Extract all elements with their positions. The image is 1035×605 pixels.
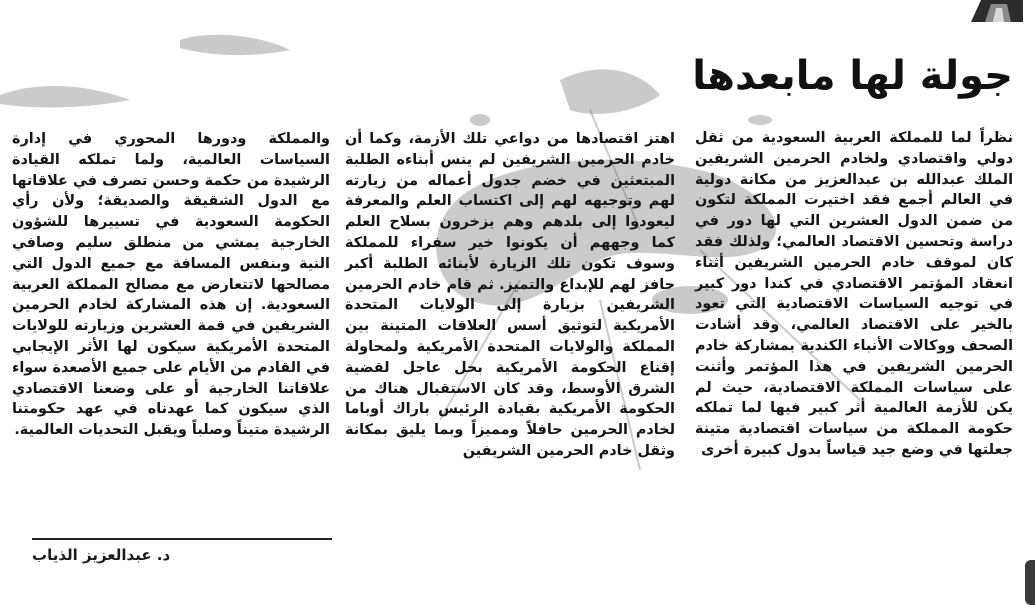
author-name: د. عبدالعزيز الذياب <box>32 546 171 564</box>
article-column-2 <box>345 129 675 462</box>
article-column-3 <box>12 129 330 441</box>
author-byline <box>32 538 332 564</box>
column-2-text: اهتز اقتصادها من دواعي تلك الأزمة، وكما أن خادم الحرمين الشريفين لم ينس أبناءه الطلبة المبتعثين في خضم جدول أعماله من زيارته لهم وتوجيهه لهم إلى اكتساب العلم والمعرفة ليعودوا إلى بلدهم وهم يزخرون بسلاح العلم كما وجههم أن يكونوا خير سفراء للمملكة وسوف تكون تلك الزيارة لأبنائه الطلبة أكبر حافز لهم للإبداع والتميز. ثم قام خادم الحرمين الشريفين بزيارة إلى الولايات المتحدة الأمريكية لتوثيق أسس العلاقات المتينة بين المملكة والولايات المتحدة الأمريكية ولمحاولة إقناع الحكومة الأمريكية بحل عاجل لقضية الشرق الأوسط، وقد كان الاستقبال هناك من الحكومة الأمريكية بقيادة الرئيس باراك أوباما لخادم الحرمين حافلاً ومميزاً وبما يليق بمكانة وثقل خادم الحرمين الشريفين <box>345 131 675 459</box>
article-title: جولة لها مابعدها <box>692 53 1013 99</box>
column-1-text: نظراً لما للمملكة العربية السعودية من ثقل دولي واقتصادي ولخادم الحرمين الشريفين الملك عبدالله بن عبدالعزيز من مكانة دولية في العالم أجمع فقد اختيرت المملكة لتكون من ضمن الدول العشرين التي لها دور في دراسة وتحسين الاقتصاد العالمي؛ ولذلك فقد كان لموقف خادم الحرمين الشريفين أثناء انعقاد المؤتمر الاقتصادي في كندا دور كبير في توجيه السياسات الاقتصادية التي تعود بالخير على الاقتصاد العالمي، وقد أشادت الصحف ووكالات الأنباء الكندية بمشاركة خادم الحرمين الشريفين في هذا المؤتمر وأثنت على سياسات المملكة الاقتصادية، حيث لم يكن للأزمة العالمية أثر كبير فيها لما تملكه حكومة المملكة من سياسات اقتصادية متينة جعلتها في وضع جيد قياساً بدول كبيرة أخرى <box>695 130 1013 458</box>
article-column-1 <box>695 128 1013 461</box>
page-edge-tab <box>1025 560 1035 605</box>
column-3-text: والمملكة ودورها المحوري في إدارة السياسات العالمية، ولما تملكه القيادة الرشيدة من حكمة وحسن تصرف في علاقاتها مع الدول الشقيقة والصديقة؛ ولأن رأي الحكومة السعودية في تسييرها للشؤون الخارجية يمشي من منطلق سليم وصافي النية وبنفس المسافة مع جميع الدول التي مصالحها لاتتعارض مع مصالح المملكة العربية السعودية. إن هذه المشاركة لخادم الحرمين الشريفين في قمة العشرين وزيارته للولايات المتحدة الأمريكية سيكون لها الأثر الإيجابي في القادم من الأيام على جميع الأصعدة سواء علاقاتنا الخارجية أو على وضعنا الاقتصادي الذي سيكون كما عهدناه في عهد حكومتنا الرشيدة متيناً وصلباً ويقبل التحديات العالمية. <box>12 131 330 439</box>
pen-tip-icon <box>971 0 1023 22</box>
